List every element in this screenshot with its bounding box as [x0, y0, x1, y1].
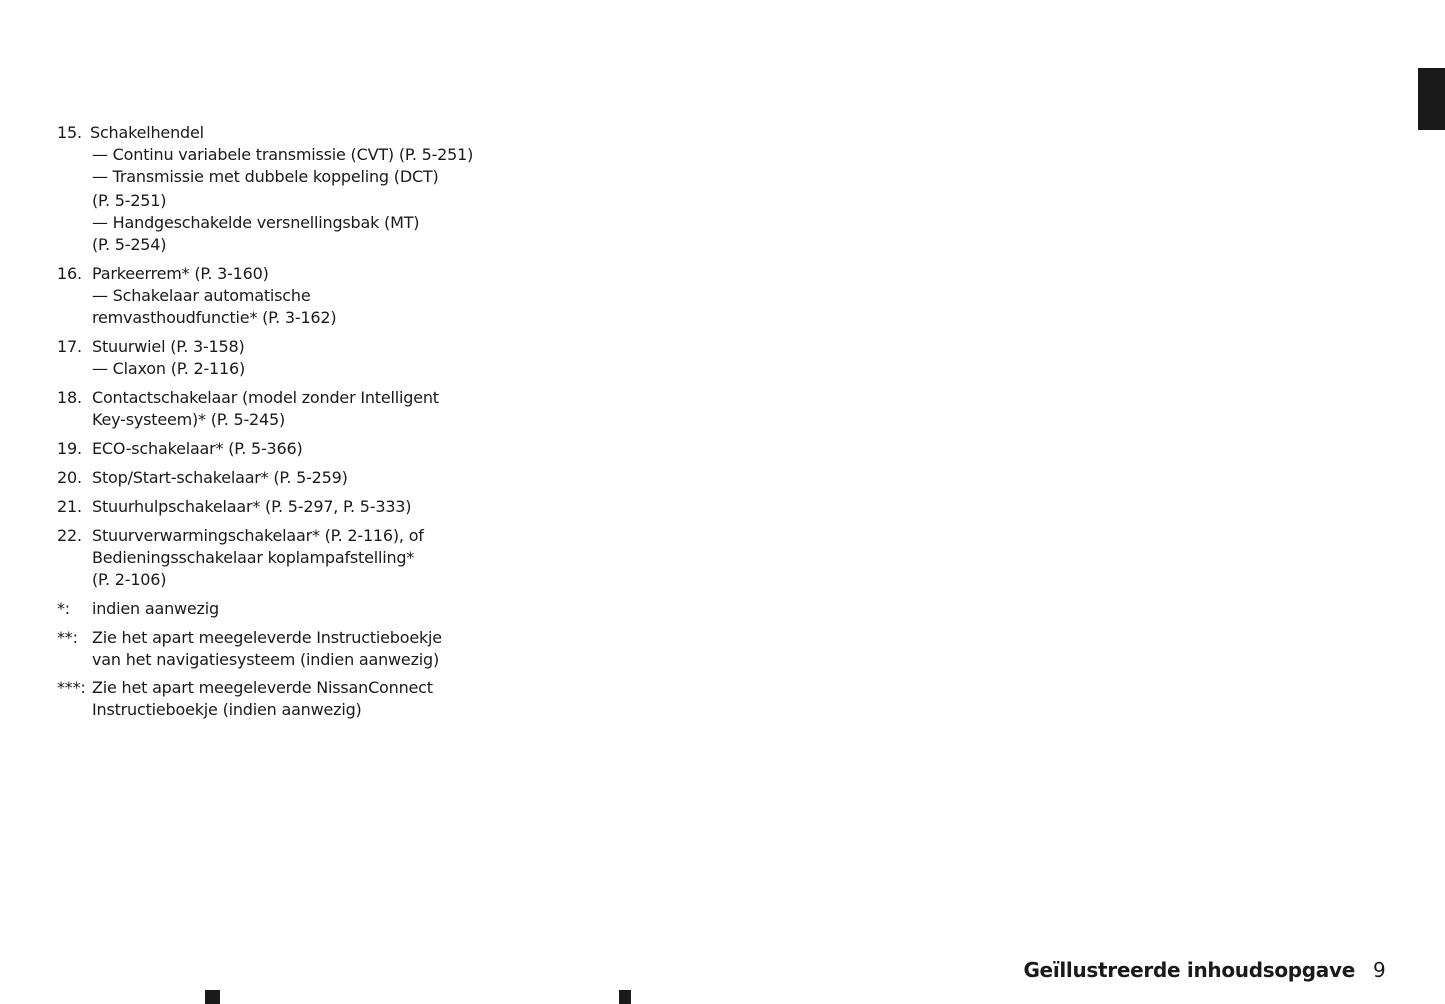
item-number: 18. — [57, 388, 82, 407]
item-text: van het navigatiesysteem (indien aanwezig) — [92, 650, 440, 669]
item-number: 22. — [57, 526, 82, 545]
item-text: (P. 5-254) — [92, 235, 167, 254]
item-number: 19. — [57, 439, 82, 458]
item-text: — Transmissie met dubbele koppeling (DCT) — [92, 167, 439, 186]
footer-section-title: Geïllustreerde inhoudsopgave — [1023, 958, 1355, 982]
item-number: *: — [57, 599, 70, 618]
item-text: remvasthoudfunctie* (P. 3-162) — [92, 308, 337, 327]
item-text: Stuurverwarmingschakelaar* (P. 2-116), of — [92, 526, 424, 545]
item-text: Stuurhulpschakelaar* (P. 5-297, P. 5-333) — [92, 497, 412, 516]
item-number: ***: — [57, 678, 86, 697]
item-text: Stop/Start-schakelaar* (P. 5-259) — [92, 468, 348, 487]
item-text: Bedieningsschakelaar koplampafstelling* — [92, 548, 415, 567]
item-text: — Schakelaar automatische — [92, 286, 311, 305]
item-text: ECO-schakelaar* (P. 5-366) — [92, 439, 303, 458]
crop-mark — [619, 990, 631, 1004]
item-number: **: — [57, 628, 78, 647]
item-text: Instructieboekje (indien aanwezig) — [92, 700, 362, 719]
item-text: Zie het apart meegeleverde NissanConnect — [92, 678, 433, 697]
item-text: — Handgeschakelde versnellingsbak (MT) — [92, 213, 420, 232]
page-number: 9 — [1373, 958, 1386, 982]
section-tab-marker — [1418, 68, 1445, 130]
item-text: Contactschakelaar (model zonder Intelligent — [92, 388, 439, 407]
item-number: 16. — [57, 264, 82, 283]
item-text: — Continu variabele transmissie (CVT) (P. 5-251) — [92, 145, 474, 164]
item-number: 17. — [57, 337, 82, 356]
item-number: 15. — [57, 123, 82, 142]
item-number: 21. — [57, 497, 82, 516]
item-text: (P. 5-251) — [92, 191, 167, 210]
item-text: Parkeerrem* (P. 3-160) — [92, 264, 269, 283]
item-text: indien aanwezig — [92, 599, 219, 618]
item-number: 20. — [57, 468, 82, 487]
item-text: (P. 2-106) — [92, 570, 167, 589]
item-text: Schakelhendel — [90, 123, 204, 142]
item-text: Stuurwiel (P. 3-158) — [92, 337, 245, 356]
item-text: Zie het apart meegeleverde Instructieboekje — [92, 628, 442, 647]
crop-mark — [205, 990, 220, 1004]
item-text: Key-systeem)* (P. 5-245) — [92, 410, 286, 429]
item-text: — Claxon (P. 2-116) — [92, 359, 246, 378]
